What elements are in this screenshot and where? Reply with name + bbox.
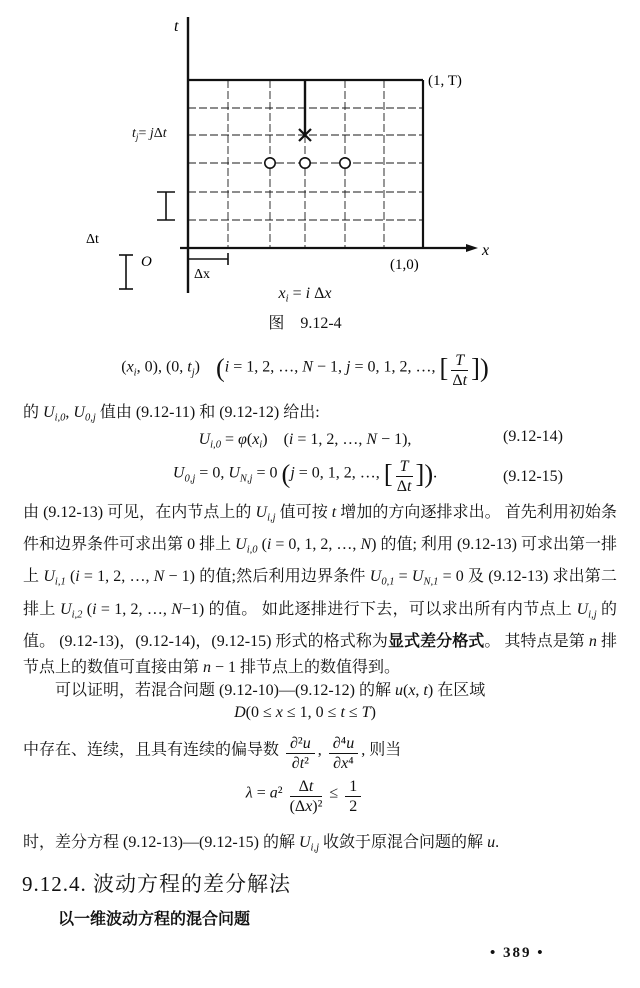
formula-9-12-15: $U_{0,j} = 0$, $U_{N,j} = 0$ (j = 0, 1, 2, …, [ $\frac{T}{\Delta t}$ ]). [172,458,438,496]
x-axis-label: x [482,242,490,259]
paragraph-proof-intro: 可以证明，若混合问题 (9.12-10)—(9.12-12) 的解 u(x, t) 在区域 [55,682,486,699]
t-axis-label: t [174,18,179,35]
tj-row-label: $t_j= j\Delta t$ [132,126,167,143]
stencil-markers [265,80,350,168]
figure-9-12-4 [60,5,500,297]
origin-label: O [141,254,152,270]
x-axis-arrow [466,244,478,252]
formula-9-12-14: $U_{i,0} = \varphi(x_i)$ (i = 1, 2, …, N − 1), [198,431,412,451]
corner-label-top: (1, T) [428,73,462,89]
formula-lambda-condition: λ = a² $\frac{\Delta t}{\text{(Δx)²}}$ ≤ $\frac{1}{2}$ [0,778,610,816]
page-number: • 389 • [490,945,545,961]
formula-label-9-12-15: (9.12-15) [503,468,563,485]
figure-caption: 图 9.12-4 [268,315,342,332]
axes-and-boundaries [180,17,478,293]
measure-brackets [119,192,228,289]
paragraph-continuity: 中存在、连续，且具有连续的偏导数 $\frac{\text{∂²u}}{\text{∂t²}}$ , $\frac{\text{∂⁴u}}{\text{∂x⁴}}$ , 则当 [23,735,402,773]
corner-label-bottom: (1,0) [390,257,419,273]
text-values-given-by: 的 $U_{i,0}$, $U_{0,j}$ 值由 (9.12-11) 和 (9.12-12) 给出: [23,404,320,424]
delta-x-label: Δx [194,267,211,282]
formula-domain: D(0 ≤ x ≤ 1, 0 ≤ t ≤ T) [234,704,376,721]
paragraph-explicit-scheme: 由 (9.12-13) 可见，在内节点上的 $U_{i,j}$ 值可按 t 增加的方向逐排求出。 首先利用初始条件和边界条件可求出第 0 排上 $U_{i,0}$ (i = 0, 1, 2, …, N) 的值; 利用 (9.12-13) 可求出第一排上 $U_{i,1}$ (i = 1, 2, …, N − 1) 的值;然后利用边界条件 $U_{0,1} = U_{N,1} = 0$ 及 (9.12-13) 求出第二排上 $U_{i,2}$ (i = 1, 2, …, N−1) 的值。 如此逐排进行下去，可以求出所有内节点上 $U_{i,j}$ 的值。 (9.12-13)，(9.12-14)，(9.12-15) 形式的格式称为显式差分格式。 其特点是第 n 排节点上的数值可直接由第 n − 1 排节点上的数值得到。 [23,504,618,677]
paragraph-convergence: 时，差分方程 (9.12-13)—(9.12-15) 的解 $U_{i,j}$ 收敛于原混合问题的解 u. [23,834,500,854]
section-subheading: 以一维波动方程的混合问题 [58,911,251,928]
formula-label-9-12-14: (9.12-14) [503,428,563,445]
delta-t-label: Δt [86,232,99,247]
formula-node-set: ($x_i$, 0), (0, $t_j$) (i = 1, 2, …, N − 1, j = 0, 1, 2, …, [ $\frac{T}{\Delta t}$ ]) [121,352,489,390]
figure-axis-note: $x_i = i$ Δx [278,285,332,305]
section-heading: 9.12.4. 波动方程的差分解法 [22,872,291,896]
